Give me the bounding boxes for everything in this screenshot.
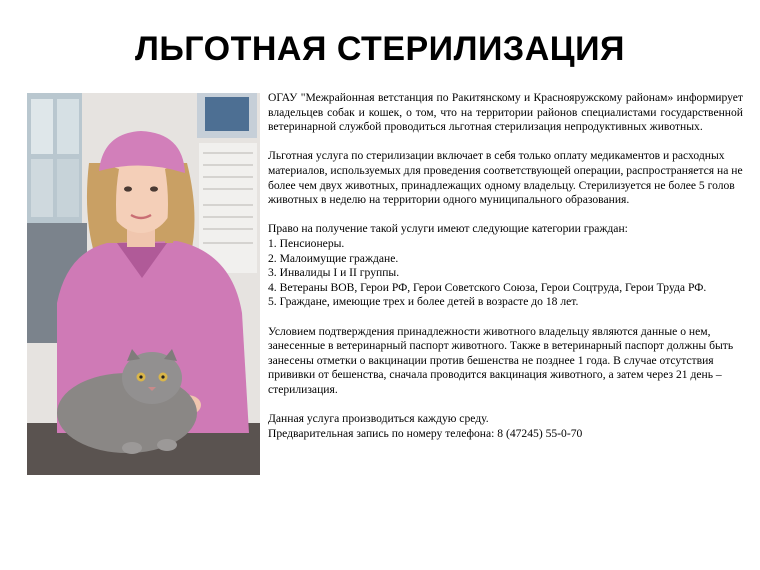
- category-item: 1. Пенсионеры.: [268, 236, 345, 250]
- veterinarian-with-cat-photo: [27, 93, 260, 475]
- schedule-line: Данная услуга производиться каждую среду.: [268, 412, 489, 426]
- category-item: 2. Малоимущие граждане.: [268, 251, 399, 265]
- category-item: 5. Граждане, имеющие трех и более детей в возрасте до 18 лет.: [268, 295, 579, 309]
- intro-paragraph: ОГАУ "Межрайонная ветстанция по Ракитянскому и Краснояружскому районам» информирует владельцев собак и кошек, о том, что на территории районов специалистами государственной ветеринарной службой проводиться льготная стерилизация непродуктивных животных.: [268, 91, 743, 134]
- category-item: 3. Инвалиды I и II группы.: [268, 266, 400, 280]
- page-title: ЛЬГОТНАЯ СТЕРИЛИЗАЦИЯ: [135, 30, 625, 68]
- service-paragraph: Льготная услуга по стерилизации включает в себя только оплату медикаментов и расходных материалов, используемых для проведения соответствующей операции, распространяется на не более чем двух животных, принадлежащих одному владельцу. Стерилизуется не более 5 голов животных в неделю на территории одного муниципального образования.: [268, 149, 743, 207]
- contact-line: Предварительная запись по номеру телефона: 8 (47245) 55-0-70: [268, 426, 583, 440]
- category-item: 4. Ветераны ВОВ, Герои РФ, Герои Советского Союза, Герои Соцтруда, Герои Труда РФ.: [268, 280, 707, 294]
- rights-heading: Право на получение такой услуги имеют следующие категории граждан:: [268, 222, 628, 236]
- info-text: [268, 91, 743, 441]
- condition-paragraph: Условием подтверждения принадлежности животного владельцу являются данные о нем, занесенные в ветеринарный паспорт животного. Также в ветеринарный паспорт должны быть занесены отметки о вакцинации против бешенства не позднее 1 года. В случае отсутствия прививки от бешенства, сначала проводится вакцинация животного, а затем через 21 день – стерилизация.: [268, 324, 734, 396]
